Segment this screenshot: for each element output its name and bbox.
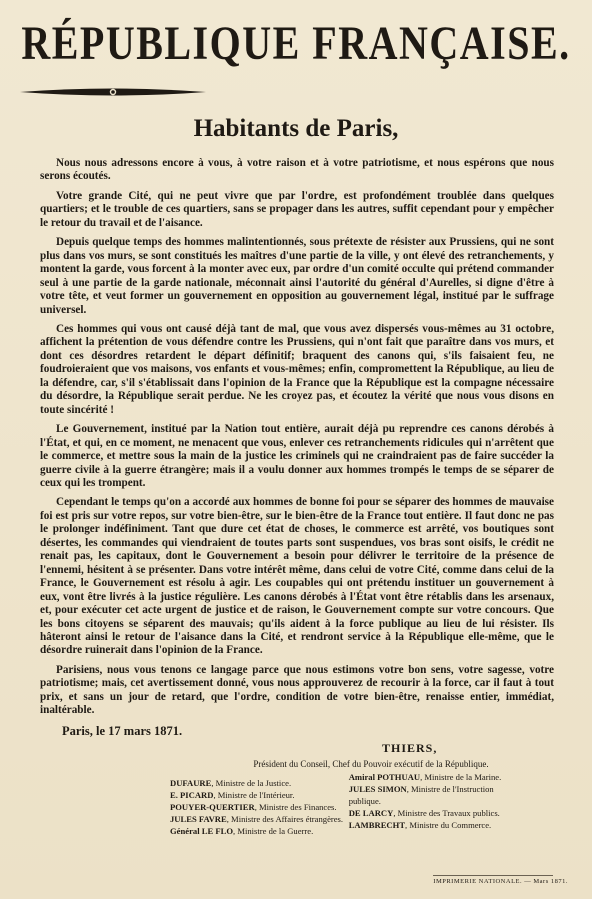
imprint-rule	[433, 875, 553, 876]
minister-entry	[170, 777, 349, 789]
paragraph: Le Gouvernement, institué par la Nation tout entière, aurait déjà pu reprendre ces canons dérobés à l'État, et qui, en ce moment, ne menacent que vous, enlever ces retranchements ridicules qui n'arrêtent que le commerce, et mettre sous la main de la justice les criminels qui ne craindraient pas de faire succéder la guerre civile à la guerre étrangère; mais il a voulu donner aux hommes trompés le temps de se séparer de ceux qui les trompent.	[40, 423, 554, 489]
minister-name: JULES SIMON	[348, 783, 407, 794]
poster-title: RÉPUBLIQUE FRANÇAISE.	[21, 16, 571, 70]
minister-name: DE LARCY	[348, 807, 394, 818]
place-date: Paris, le 17 mars 1871.	[62, 723, 183, 738]
minister-role: , Ministre de l'Intérieur.	[213, 789, 295, 800]
minister-entry	[170, 789, 349, 801]
minister-entry	[349, 783, 514, 807]
paragraph: Ces hommes qui vous ont causé déjà tant de mal, que vous avez dispersés vous-mêmes au 31 octobre, affichent la prétention de vous défendre contre les Prussiens, qui n'ont fait que paraître dans vos murs, et dont ces désordres retardent le départ définitif; braquent des canons qui, s'ils faisaient feu, ne foudroieraient que vos maisons, vos enfants et vous-mêmes; enfin, compromettent la République, au lieu de la défendre, car, s'il s'établissait dans l'opinion de la France que la République est la compagne nécessaire du désordre, la République serait perdue. Ne les croyez pas, et écoutez la vérité que nous vous disons en toute sincérité !	[40, 322, 554, 416]
ministers-right-column	[349, 771, 514, 837]
minister-role: , Ministre des Affaires étrangères.	[226, 813, 344, 824]
minister-entry	[170, 813, 349, 825]
minister-name: LAMBRECHT	[348, 819, 406, 830]
minister-name: Général LE FLO	[170, 825, 234, 836]
paragraph: Nous nous adressons encore à vous, à votre raison et à votre patriotisme, et nous espérons que nous serons écoutés.	[40, 157, 554, 183]
minister-role: , Ministre des Travaux publics.	[393, 807, 500, 818]
minister-entry	[349, 807, 514, 819]
imprint-text: IMPRIMERIE NATIONALE. — Mars 1871.	[433, 878, 568, 885]
imprint	[433, 875, 568, 885]
paragraph: Cependant le temps qu'on a accordé aux hommes de bonne foi pour se séparer des hommes de mauvaise foi est pris sur votre repos, sur votre bien-être, sur le bien-être de la France tout entière. Il faut donc ne pas le prolonger indéfiniment. Tant que dure cet état de choses, le commerce est arrêté, vos boutiques sont désertes, les commandes qui viendraient de toutes parts sont suspendues, vos bras sont oisifs, le crédit ne renait pas, les capitaux, dont le Gouvernement a besoin pour délivrer le territoire de la présence de l'ennemi, hésitent à se présenter. Dans votre intérêt même, dans celui de votre Cité, comme dans celui de la France, le Gouvernement est résolu à agir. Les coupables qui ont prétendu instituer un gouvernement à eux, vont être livrés à la justice régulière. Les canons dérobés à l'État vont être rétablis dans les arsenaux, et, pour exécuter cet acte urgent de justice et de raison, le Gouvernement compte sur votre concours. Que les bons citoyens se séparent des mauvais; qu'ils aident à la force publique au lieu de lui résister. Ils hâteront ainsi le retour de l'aisance dans la Cité, et rendront service à la République elle-même, que le désordre ruinerait dans l'opinion de la France.	[40, 496, 554, 657]
minister-name: E. PICARD	[170, 789, 214, 800]
signer-title: Président du Conseil, Chef du Pouvoir exécutif de la République.	[253, 758, 489, 769]
minister-name: POUYER-QUERTIER	[170, 801, 255, 812]
paragraph: Parisiens, nous vous tenons ce langage parce que nous estimons votre bon sens, votre sagesse, votre patriotisme; mais, cet avertissement donné, vous nous approuverez de recourir à la force, car il faut à tout prix, et sans un jour de retard, que l'ordre, condition de votre bien-être, renaisse entier, immédiat, inaltérable.	[40, 663, 554, 717]
minister-role: , Ministre de la Justice.	[211, 777, 292, 788]
minister-name: JULES FAVRE	[170, 813, 227, 824]
minister-name: Amiral POTHUAU	[348, 771, 421, 782]
minister-role: , Ministre du Commerce.	[405, 819, 492, 830]
signer-name: THIERS,	[382, 740, 438, 755]
minister-role: , Ministre de la Guerre.	[233, 825, 314, 836]
ornament-divider	[18, 86, 208, 98]
ministers-list	[18, 771, 574, 837]
minister-entry	[170, 801, 349, 813]
minister-name: DUFAURE	[170, 777, 212, 788]
paragraph: Depuis quelque temps des hommes malintentionnés, sous prétexte de résister aux Prussiens, qui ne sont plus dans vos murs, se sont constitués les maîtres d'une partie de la ville, y ont élevé des retranchements, y montent la garde, vous forcent à la monter avec eux, par ordre d'un comité occulte qui prétend commander seul à une partie de la garde nationale, méconnait ainsi l'autorité du général d'Aurelles, si digne d'être à votre tête, et veut former un gouvernement en opposition au gouvernement légal, institué par le suffrage universel.	[40, 236, 554, 316]
ministers-left-column	[170, 777, 349, 837]
poster-heading: Habitants de Paris,	[193, 115, 399, 142]
minister-role: , Ministre de la Marine.	[420, 771, 502, 782]
paragraph: Votre grande Cité, qui ne peut vivre que par l'ordre, est profondément troublée dans quelques quartiers; et le trouble de ces quartiers, sans se propager dans les autres, suffit cependant pour y empêcher le retour du travail et de l'aisance.	[40, 189, 554, 229]
minister-entry	[170, 825, 349, 837]
minister-entry	[349, 771, 514, 783]
minister-entry	[349, 819, 514, 831]
minister-role: , Ministre des Finances.	[254, 801, 337, 812]
proclamation-body	[18, 157, 574, 718]
minister-role: , Ministre de l'Instruction publique.	[348, 783, 494, 806]
